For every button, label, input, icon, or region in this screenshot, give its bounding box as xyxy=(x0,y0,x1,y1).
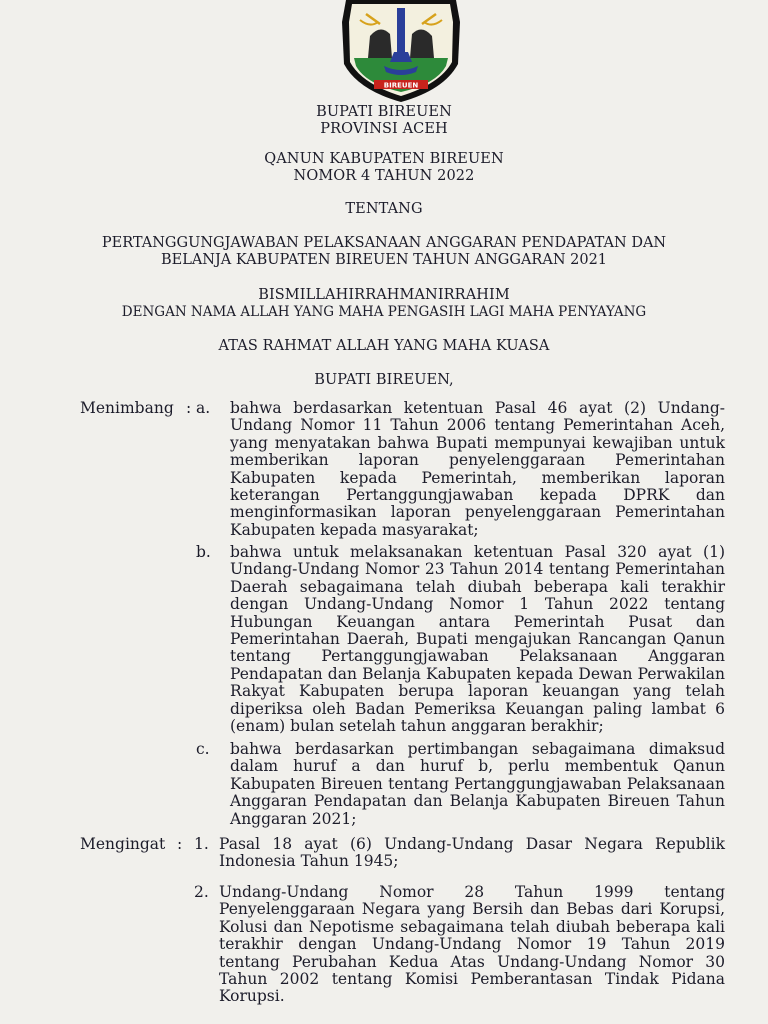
menimbang-item-c-mark: c. xyxy=(196,740,210,758)
menimbang-label: Menimbang xyxy=(80,399,174,417)
mengingat-item-2-mark: 2. xyxy=(194,883,209,901)
menimbang-item-b-text: bahwa untuk melaksanakan ketentuan Pasal 320 ayat (1) Undang-Undang Nomor 23 Tahun 2014 tentang Pemerintahan Daerah sebagaimana telah diubah beberapa kali terakhir dengan Undang-Undang Nomor 1 Tahun 2022 tentang Hubungan Keuangan antara Pemerintah Pusat dan Pemerintahan Daerah, Bupati mengajukan Rancangan Qanun tentang Pertanggungjawaban Pelaksanaan Anggaran Pendapatan dan Belanja Kabupaten kepada Dewan Perwakilan Rakyat Kabupaten berupa laporan keuangan yang telah diperiksa oleh Badan Pemeriksa Keuangan paling lambat 6 (enam) bulan setelah tahun anggaran berakhir; xyxy=(230,543,725,736)
basmalah-line: BISMILLAHIRRAHMANIRRAHIM xyxy=(258,287,510,303)
tentang-heading: TENTANG xyxy=(345,201,423,217)
mengingat-item-2-text: Undang-Undang Nomor 28 Tahun 1999 tentang Penyelenggaraan Negara yang Bersih dan Bebas dari Korupsi, Kolusi dan Nepotisme sebagaimana telah diubah beberapa kali terakhir dengan Undang-Undang Nomor 19 Tahun 2019 tentang Perubahan Kedua Atas Undang-Undang Nomor 30 Tahun 2002 tentang Komisi Pemberantasan Tindak Pidana Korupsi. xyxy=(219,883,725,1006)
mengingat-item-1-text: Pasal 18 ayat (6) Undang-Undang Dasar Negara Republik Indonesia Tahun 1945; xyxy=(219,835,725,871)
header-province: PROVINSI ACEH xyxy=(320,121,448,137)
header-regent-title: BUPATI BIREUEN xyxy=(316,104,452,120)
regent-signatory-heading: BUPATI BIREUEN, xyxy=(314,372,454,388)
blessing-line: ATAS RAHMAT ALLAH YANG MAHA KUASA xyxy=(218,338,550,354)
mengingat-item-1-mark: 1. xyxy=(194,835,209,853)
qanun-title: QANUN KABUPATEN BIREUEN xyxy=(264,151,504,167)
menimbang-item-b-mark: b. xyxy=(196,543,211,561)
menimbang-item-a-text: bahwa berdasarkan ketentuan Pasal 46 ayat (2) Undang-Undang Nomor 11 Tahun 2006 tentang Pemerintahan Aceh, yang menyatakan bahwa Bupati mempunyai kewajiban untuk memberikan laporan penyelenggaraan Pemerintahan Kabupaten kepada Pemerintah, memberikan laporan keterangan Pertanggungjawaban kepada DPRK dan menginformasikan laporan penyelenggaraan Pemerintahan Kabupaten kepada masyarakat; xyxy=(230,399,725,539)
logo-banner-text: BIREUEN xyxy=(383,81,419,90)
qanun-subject-line-1: PERTANGGUNGJAWABAN PELAKSANAAN ANGGARAN PENDAPATAN DAN xyxy=(101,235,667,251)
qanun-number: NOMOR 4 TAHUN 2022 xyxy=(293,168,475,184)
in-the-name-of-god-line: DENGAN NAMA ALLAH YANG MAHA PENGASIH LAGI MAHA PENYAYANG xyxy=(121,304,647,320)
mengingat-colon: : xyxy=(177,835,183,853)
menimbang-item-c-text: bahwa berdasarkan pertimbangan sebagaimana dimaksud dalam huruf a dan huruf b, perlu membentuk Qanun Kabupaten Bireuen tentang Pertanggungjawaban Pelaksanaan Anggaran Pendapatan dan Belanja Kabupaten Bireuen Tahun Anggaran 2021; xyxy=(230,740,725,828)
mengingat-label: Mengingat xyxy=(80,835,166,853)
menimbang-item-a-mark: a. xyxy=(196,399,211,417)
menimbang-colon: : xyxy=(186,399,192,417)
qanun-subject-line-2: BELANJA KABUPATEN BIREUEN TAHUN ANGGARAN 2021 xyxy=(160,252,608,268)
bireuen-coat-of-arms-logo xyxy=(340,0,462,104)
